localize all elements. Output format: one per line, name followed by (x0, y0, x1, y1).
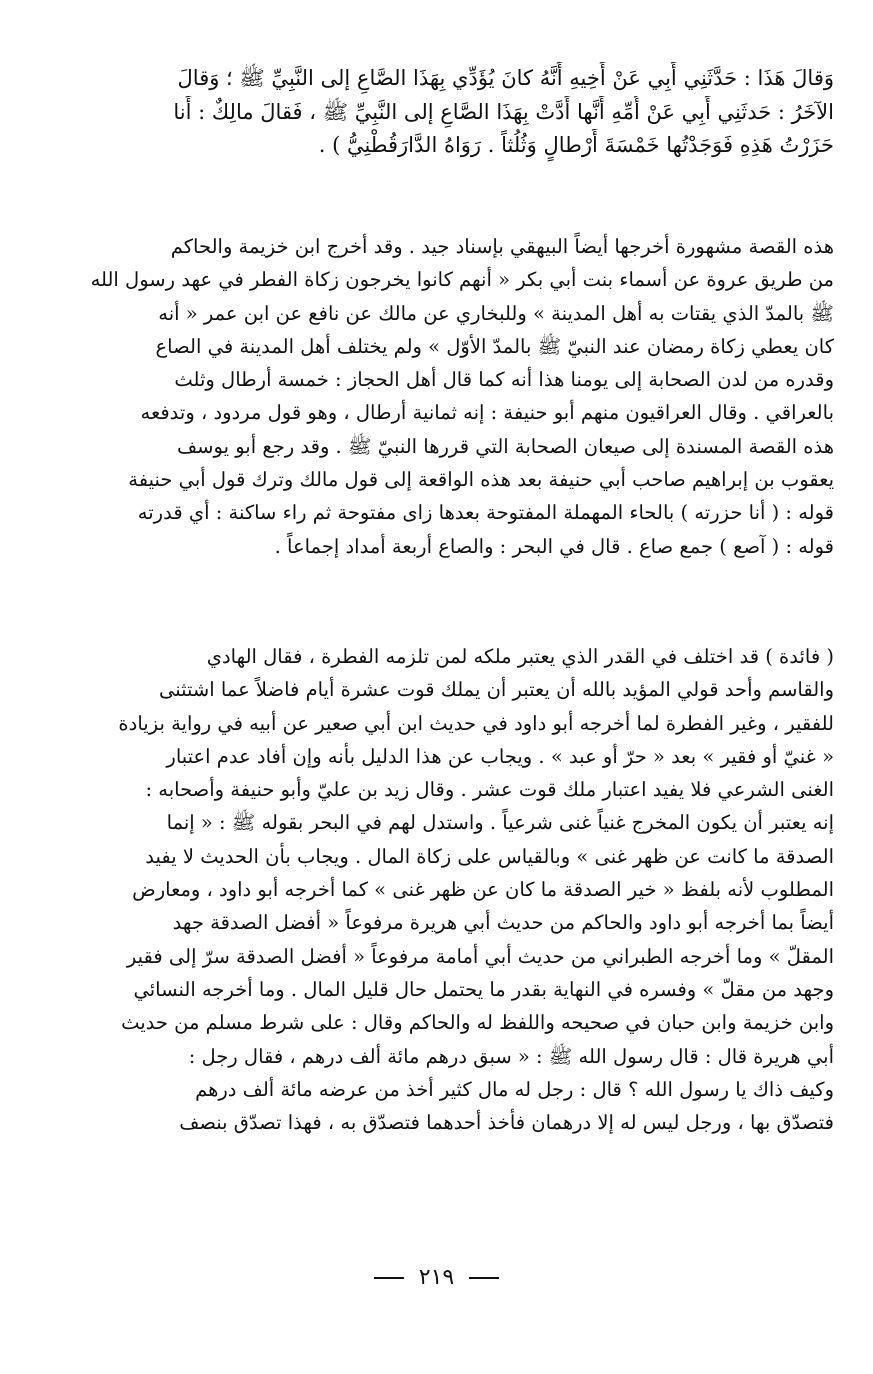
hadith-paragraph (62, 62, 834, 163)
text-line: أبي هريرة قال : قال رسول الله ﷺ : « سبق درهم مائة ألف درهم ، فقال رجل : (188, 1044, 834, 1068)
text-line: المقلّ » وما أخرجه الطبراني من حديث أبي أمامة مرفوعاً « أفضل الصدقة سرّ إلى فقير (126, 944, 834, 968)
text-line: وكيف ذاك يا رسول الله ؟ قال : رجل له مال كثير أخذ من عرضه مائة ألف درهم (195, 1077, 834, 1101)
text-line: وابن خزيمة وابن حبان في صحيحه واللفظ له والحاكم وقال : على شرط مسلم من حديث (121, 1011, 834, 1035)
text-line: بالعراقي . وقال العراقيون منهم أبو حنيفة : إنه ثمانية أرطال ، وهو قول مردود ، وتدفعه (140, 401, 834, 425)
benefit-paragraph (62, 640, 834, 1139)
text-line: من طريق عروة عن أسماء بنت أبي بكر « أنهم كانوا يخرجون زكاة الفطر في عهد رسول الله (90, 268, 834, 292)
text-line: قوله : ( آصع ) جمع صاع . قال في البحر : والصاع أربعة أمداد إجماعاً . (274, 534, 834, 558)
page-number: ٢١٩ (418, 1265, 455, 1290)
text-line: المطلوب لأنه بلفظ « خير الصدقة ما كان عن ظهر غنى » كما أخرجه أبو داود ، ومعارض (132, 878, 834, 902)
text-line: كان يعطي زكاة رمضان عند النبيّ ﷺ بالمدّ الأوّل » ولم يختلف أهل المدينة في الصاع (155, 334, 834, 358)
text-line: الآخَرُ : حَدثَنِي أَبِي عَنْ أُمِّهِ أَنَّها أَدَّتْ بِهَذَا الصَّاعِ إلى النَّبِيِّ ﷺ ، فَقالَ مالِكٌ : أَنا (173, 99, 834, 124)
page-number-footer (0, 1265, 873, 1290)
text-line: حَزَرْتُ هَذِهِ فَوَجَدْتُها خَمْسَةَ أَرْطالٍ وَثُلُثاً . رَوَاهُ الدَّارَقُطْنِيُّ ) . (318, 133, 834, 157)
text-line: « غنيّ أو فقير » بعد « حرّ أو عبد » . ويجاب عن هذا الدليل بأنه وإن أفاد عدم اعتبار (166, 744, 834, 768)
text-line: هذه القصة المسندة إلى صيعان الصحابة التي قررها النبيّ ﷺ . وقد رجع أبو يوسف (177, 434, 834, 458)
text-line: وجهد من مقلّ » وفسره في النهاية بقدر ما يحتمل حال قليل المال . وما أخرجه النسائي (133, 977, 834, 1001)
text-line: ( فائدة ) قد اختلف في القدر الذي يعتبر ملكه لمن تلزمه الفطرة ، فقال الهادي (206, 645, 834, 668)
text-line: إنه يعتبر أن يكون المخرج غنياً غنى شرعياً . واستدل لهم في البحر بقوله ﷺ : « إنما (166, 811, 834, 835)
text-line: الغنى الشرعي فلا يفيد اعتبار ملك قوت عشر . وقال زيد بن عليّ وأبو حنيفة وأصحابه : (145, 778, 834, 802)
text-line: الصدقة ما كانت عن ظهر غنى » وبالقياس على زكاة المال . ويجاب بأن الحديث لا يفيد (145, 844, 834, 868)
text-line: ﷺ بالمدّ الذي يقتات به أهل المدينة » وللبخاري عن مالك عن نافع عن ابن عمر « أنه (158, 301, 834, 325)
text-line: وَقالَ هَذَا : حَدَّثَنِي أَبِي عَنْ أَخِيهِ أَنَّهُ كانَ يُؤَدِّي بِهَذَا الصَّاعِ إلى النَّبِيِّ ﷺ ؛ وَقالَ (177, 66, 834, 90)
text-line: للفقير ، وغير الفطرة لما أخرجه أبو داود في حديث ابن أبي صعير عن أبيه في رواية بزيادة (118, 711, 834, 735)
text-line: وقدره من لدن الصحابة إلى يومنا هذا أنه كما قال أهل الحجاز : خمسة أرطال وثلث (174, 368, 834, 392)
commentary-paragraph (62, 230, 834, 563)
text-line: والقاسم وأحد قولي المؤيد بالله أن يعتبر أن يملك قوت عشرة أيام فاضلاً عما اشتثنى (159, 678, 834, 702)
folio-dash-right (374, 1277, 404, 1279)
text-line: يعقوب بن إبراهيم صاحب أبي حنيفة بعد هذه الواقعة إلى قول مالك وترك قول أبي حنيفة (128, 468, 834, 492)
text-line: قوله : ( أنا حزرته ) بالحاء المهملة المفتوحة بعدها زاى مفتوحة ثم راء ساكنة : أي قدرته (137, 501, 834, 525)
text-line: أيضاً بما أخرجه أبو داود والحاكم من حديث أبي هريرة مرفوعاً « أفضل الصدقة جهد (172, 911, 834, 935)
text-line: هذه القصة مشهورة أخرجها أيضاً البيهقي بإسناد جيد . وقد أخرج ابن خزيمة والحاكم (170, 235, 834, 258)
text-line: فتصدّق بها ، ورجل ليس له إلا درهمان فأخذ أحدهما فتصدّق به ، فهذا تصدّق بنصف (179, 1111, 834, 1135)
folio-dash-left (469, 1277, 499, 1279)
